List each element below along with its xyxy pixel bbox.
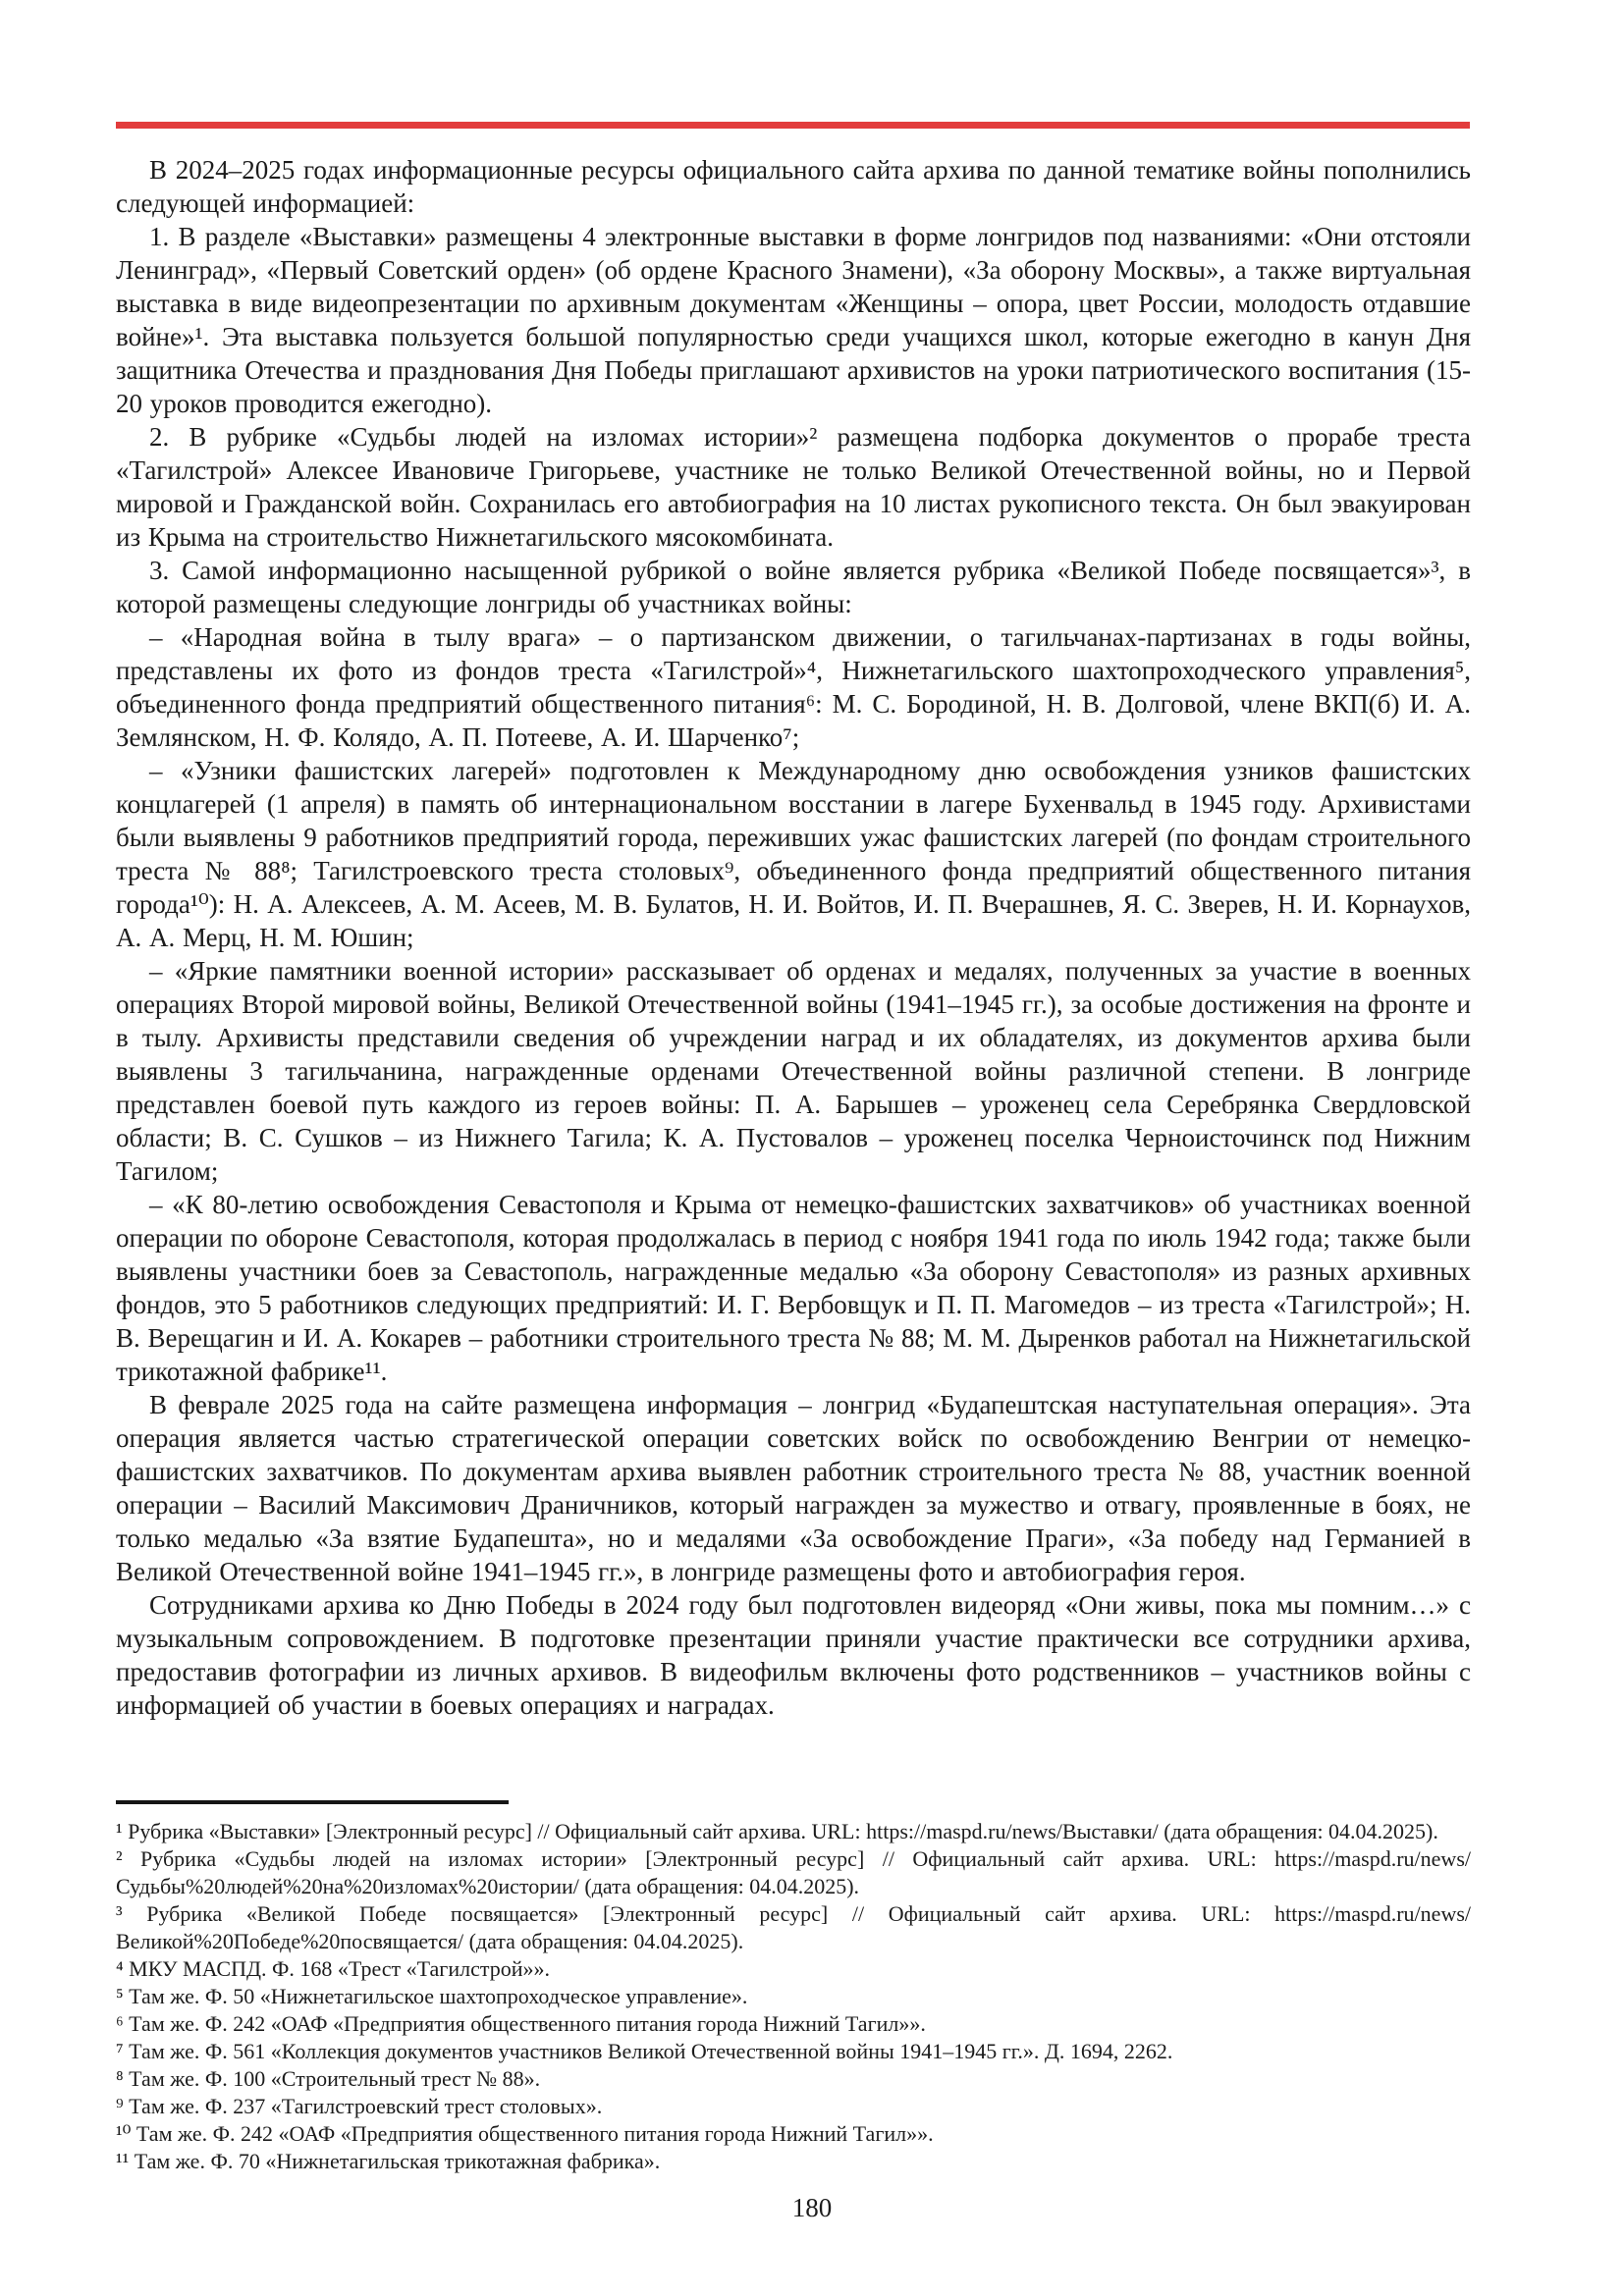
- body-paragraph: Сотрудниками архива ко Дню Победы в 2024 году был подготовлен видеоряд «Они живы, пока мы помним…» с музыкальным сопровождением. В подготовке презентации приняли участие практически все сотрудники архива, предоставив фотографии из личных архивов. В видеофильм включены фото родственников – участников войны с информацией об участии в боевых операциях и наградах.: [116, 1590, 1471, 1720]
- footnote-separator: [116, 1800, 509, 1804]
- footnote: ³ Рубрика «Великой Победе посвящается» [Электронный ресурс] // Официальный сайт архива. URL: https://maspd.ru/news/Великой%20Победе%20посвящается/ (дата обращения: 04.04.2025).: [116, 1901, 1471, 1953]
- footnote: ¹⁰ Там же. Ф. 242 «ОАФ «Предприятия общественного питания города Нижний Тагил»».: [116, 2121, 934, 2146]
- body-paragraph: – «Народная война в тылу врага» – о партизанском движении, о тагильчанах-партизанах в годы войны, представлены их фото из фондов треста «Тагилстрой»⁴, Нижнетагильского шахтопроходческого управления⁵, объединенного фонда предприятий общественного питания⁶: М. С. Бородиной, Н. В. Долговой, члене ВКП(б) И. А. Землянском, Н. Ф. Колядо, А. П. Потееве, А. И. Шарченко⁷;: [116, 622, 1471, 752]
- footnote: ⁷ Там же. Ф. 561 «Коллекция документов участников Великой Отечественной войны 1941–1945 гг.». Д. 1694, 2262.: [116, 2039, 1173, 2063]
- footnote: ⁸ Там же. Ф. 100 «Строительный трест № 88».: [116, 2066, 541, 2091]
- footnote: ² Рубрика «Судьбы людей на изломах истории» [Электронный ресурс] // Официальный сайт архива. URL: https://maspd.ru/news/Судьбы%20людей%20на%20изломах%20истории/ (дата обращения: 04.04.2025).: [116, 1846, 1471, 1898]
- body-paragraph: – «Узники фашистских лагерей» подготовлен к Международному дню освобождения узников фашистских концлагерей (1 апреля) в память об интернациональном восстании в лагере Бухенвальд в 1945 году. Архивистами были выявлены 9 работников предприятий города, переживших ужас фашистских лагерей (по фондам строительного треста № 88⁸; Тагилстроевского треста столовых⁹, объединенного фонда предприятий общественного питания города¹⁰): Н. А. Алексеев, А. М. Асеев, М. В. Булатов, Н. И. Войтов, И. П. Вчерашнев, Я. С. Зверев, Н. И. Корнаухов, А. А. Мерц, Н. М. Юшин;: [116, 756, 1471, 952]
- footnote: ⁹ Там же. Ф. 237 «Тагилстроевский трест столовых».: [116, 2094, 603, 2118]
- footnote: ¹¹ Там же. Ф. 70 «Нижнетагильская трикотажная фабрика».: [116, 2149, 661, 2173]
- top-red-rule: [116, 122, 1470, 129]
- body-paragraph: 2. В рубрике «Судьбы людей на изломах истории»² размещена подборка документов о прорабе треста «Тагилстрой» Алексее Ивановиче Григорьеве, участнике не только Великой Отечественной войны, но и Первой мировой и Гражданской войн. Сохранилась его автобиография на 10 листах рукописного текста. Он был эвакуирован из Крыма на строительство Нижнетагильского мясокомбината.: [116, 422, 1471, 552]
- footnote: ⁵ Там же. Ф. 50 «Нижнетагильское шахтопроходческое управление».: [116, 1984, 748, 2008]
- footnotes-section: [116, 1800, 1471, 2175]
- body-paragraph: В феврале 2025 года на сайте размещена информация – лонгрид «Будапештская наступательная операция». Эта операция является частью стратегической операции советских войск по освобождению Венгрии от немецко-фашистских захватчиков. По документам архива выявлен работник строительного треста № 88, участник военной операции – Василий Максимович Драничников, который награжден за мужество и отвагу, проявленные в боях, не только медалью «За взятие Будапешта», но и медалями «За освобождение Праги», «За победу над Германией в Великой Отечественной войне 1941–1945 гг.», в лонгриде размещены фото и автобиография героя.: [116, 1390, 1471, 1586]
- body-text: [116, 153, 1471, 1722]
- body-paragraph: – «Яркие памятники военной истории» рассказывает об орденах и медалях, полученных за участие в военных операциях Второй мировой войны, Великой Отечественной войны (1941–1945 гг.), за особые достижения на фронте и в тылу. Архивисты представили сведения об учреждении наград и их обладателях, из документов архива были выявлены 3 тагильчанина, награжденные орденами Отечественной войны различной степени. В лонгриде представлен боевой путь каждого из героев войны: П. А. Барышев – уроженец села Серебрянка Свердловской области; В. С. Сушков – из Нижнего Тагила; К. А. Пустовалов – уроженец поселка Черноисточинск под Нижним Тагилом;: [116, 956, 1471, 1186]
- page-number: 180: [791, 2193, 833, 2222]
- body-paragraph: 3. Самой информационно насыщенной рубрикой о войне является рубрика «Великой Победе посвящается»³, в которой размещены следующие лонгриды об участниках войны:: [116, 556, 1471, 618]
- body-paragraph: – «К 80-летию освобождения Севастополя и Крыма от немецко-фашистских захватчиков» об участниках военной операции по обороне Севастополя, которая продолжалась в период с ноября 1941 года по июль 1942 года; также были выявлены участники боев за Севастополь, награжденные медалью «За оборону Севастополя» из разных архивных фондов, это 5 работников следующих предприятий: И. Г. Вербовщук и П. П. Магомедов – из треста «Тагилстрой»; Н. В. Верещагин и И. А. Кокарев – работники строительного треста № 88; М. М. Дыренков работал на Нижнетагильской трикотажной фабрике¹¹.: [116, 1190, 1471, 1386]
- footnote: ⁶ Там же. Ф. 242 «ОАФ «Предприятия общественного питания города Нижний Тагил»».: [116, 2011, 926, 2036]
- footnote: ¹ Рубрика «Выставки» [Электронный ресурс] // Официальный сайт архива. URL: https://maspd.ru/news/Выставки/ (дата обращения: 04.04.2025).: [116, 1819, 1438, 1843]
- body-paragraph: В 2024–2025 годах информационные ресурсы официального сайта архива по данной тематике войны пополнились следующей информацией:: [116, 155, 1471, 218]
- body-paragraph: 1. В разделе «Выставки» размещены 4 электронные выставки в форме лонгридов под названиями: «Они отстояли Ленинград», «Первый Советский орден» (об ордене Красного Знамени), «За оборону Москвы», а также виртуальная выставка в виде видеопрезентации по архивным документам «Женщины – опора, цвет России, молодость отдавшие войне»¹. Эта выставка пользуется большой популярностью среди учащихся школ, которые ежегодно в канун Дня защитника Отечества и празднования Дня Победы приглашают архивистов на уроки патриотического воспитания (15-20 уроков проводится ежегодно).: [116, 222, 1471, 418]
- footnote: ⁴ МКУ МАСПД. Ф. 168 «Трест «Тагилстрой»».: [116, 1956, 550, 1981]
